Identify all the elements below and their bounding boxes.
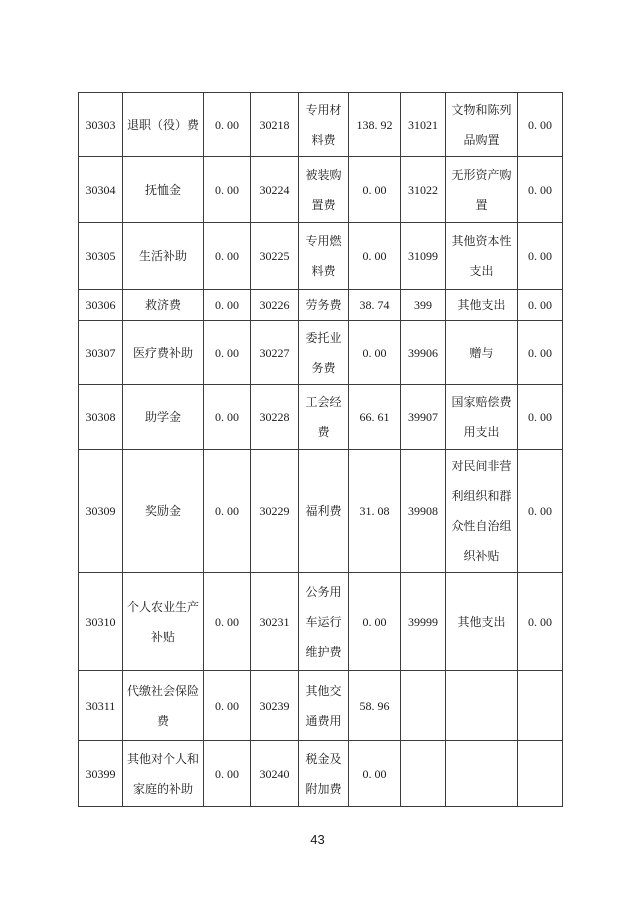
subject-name-cell: 个人农业生产补贴 [123, 573, 204, 671]
amount-cell: 0. 00 [204, 93, 251, 157]
subject-name-cell: 抚恤金 [123, 157, 204, 223]
subject-name-cell: 救济费 [123, 290, 204, 321]
amount-cell: 0. 00 [518, 450, 563, 573]
amount-cell: 138. 92 [349, 93, 401, 157]
subject-name-cell [446, 741, 518, 807]
subject-name-cell: 退职（役）费 [123, 93, 204, 157]
economic-code-cell: 30229 [251, 450, 299, 573]
table-row [79, 450, 563, 573]
economic-code-cell: 30218 [251, 93, 299, 157]
table-row [79, 671, 563, 741]
amount-cell: 0. 00 [518, 573, 563, 671]
subject-name-cell: 公务用车运行维护费 [299, 573, 349, 671]
economic-code-cell: 399 [401, 290, 446, 321]
economic-code-cell: 31099 [401, 223, 446, 290]
subject-name-cell: 其他支出 [446, 573, 518, 671]
subject-name-cell: 工会经费 [299, 385, 349, 450]
table-row [79, 93, 563, 157]
economic-code-cell: 30311 [79, 671, 123, 741]
amount-cell: 0. 00 [518, 321, 563, 385]
amount-cell: 0. 00 [349, 321, 401, 385]
economic-code-cell: 30309 [79, 450, 123, 573]
economic-code-cell: 39906 [401, 321, 446, 385]
budget-table-body [79, 93, 563, 807]
economic-code-cell [401, 741, 446, 807]
amount-cell: 0. 00 [518, 290, 563, 321]
amount-cell: 0. 00 [204, 385, 251, 450]
subject-name-cell: 委托业务费 [299, 321, 349, 385]
amount-cell [518, 671, 563, 741]
economic-code-cell: 30303 [79, 93, 123, 157]
economic-code-cell: 30226 [251, 290, 299, 321]
subject-name-cell: 文物和陈列品购置 [446, 93, 518, 157]
subject-name-cell: 赠与 [446, 321, 518, 385]
table-row [79, 385, 563, 450]
economic-code-cell: 30240 [251, 741, 299, 807]
economic-code-cell: 31022 [401, 157, 446, 223]
amount-cell: 0. 00 [518, 223, 563, 290]
economic-code-cell: 30310 [79, 573, 123, 671]
amount-cell: 0. 00 [349, 573, 401, 671]
amount-cell: 38. 74 [349, 290, 401, 321]
amount-cell: 0. 00 [204, 671, 251, 741]
amount-cell: 0. 00 [204, 573, 251, 671]
page-number: 43 [310, 832, 325, 847]
table-row [79, 321, 563, 385]
budget-table [78, 92, 563, 807]
subject-name-cell: 福利费 [299, 450, 349, 573]
amount-cell: 0. 00 [204, 223, 251, 290]
amount-cell: 0. 00 [518, 93, 563, 157]
table-row [79, 290, 563, 321]
subject-name-cell: 税金及附加费 [299, 741, 349, 807]
subject-name-cell [446, 671, 518, 741]
amount-cell: 31. 08 [349, 450, 401, 573]
table-row [79, 223, 563, 290]
amount-cell: 58. 96 [349, 671, 401, 741]
economic-code-cell: 30304 [79, 157, 123, 223]
amount-cell: 0. 00 [518, 157, 563, 223]
subject-name-cell: 代缴社会保险费 [123, 671, 204, 741]
subject-name-cell: 生活补助 [123, 223, 204, 290]
subject-name-cell: 无形资产购置 [446, 157, 518, 223]
table-row [79, 741, 563, 807]
amount-cell [518, 741, 563, 807]
economic-code-cell: 30399 [79, 741, 123, 807]
amount-cell: 66. 61 [349, 385, 401, 450]
economic-code-cell: 39907 [401, 385, 446, 450]
economic-code-cell: 30231 [251, 573, 299, 671]
amount-cell: 0. 00 [349, 223, 401, 290]
economic-code-cell: 39999 [401, 573, 446, 671]
amount-cell: 0. 00 [204, 741, 251, 807]
economic-code-cell: 30224 [251, 157, 299, 223]
subject-name-cell: 奖励金 [123, 450, 204, 573]
amount-cell: 0. 00 [204, 157, 251, 223]
amount-cell: 0. 00 [349, 741, 401, 807]
economic-code-cell: 30227 [251, 321, 299, 385]
economic-code-cell [401, 671, 446, 741]
subject-name-cell: 国家赔偿费用支出 [446, 385, 518, 450]
economic-code-cell: 30307 [79, 321, 123, 385]
economic-code-cell: 30239 [251, 671, 299, 741]
subject-name-cell: 其他对个人和家庭的补助 [123, 741, 204, 807]
economic-code-cell: 31021 [401, 93, 446, 157]
amount-cell: 0. 00 [204, 290, 251, 321]
subject-name-cell: 其他交通费用 [299, 671, 349, 741]
amount-cell: 0. 00 [204, 321, 251, 385]
subject-name-cell: 专用燃料费 [299, 223, 349, 290]
table-row [79, 573, 563, 671]
subject-name-cell: 劳务费 [299, 290, 349, 321]
subject-name-cell: 专用材料费 [299, 93, 349, 157]
economic-code-cell: 30308 [79, 385, 123, 450]
economic-code-cell: 30306 [79, 290, 123, 321]
subject-name-cell: 对民间非营利组织和群众性自治组织补贴 [446, 450, 518, 573]
table-row [79, 157, 563, 223]
subject-name-cell: 被装购置费 [299, 157, 349, 223]
economic-code-cell: 30228 [251, 385, 299, 450]
economic-code-cell: 30225 [251, 223, 299, 290]
amount-cell: 0. 00 [204, 450, 251, 573]
amount-cell: 0. 00 [518, 385, 563, 450]
subject-name-cell: 医疗费补助 [123, 321, 204, 385]
economic-code-cell: 39908 [401, 450, 446, 573]
subject-name-cell: 其他支出 [446, 290, 518, 321]
amount-cell: 0. 00 [349, 157, 401, 223]
economic-code-cell: 30305 [79, 223, 123, 290]
subject-name-cell: 助学金 [123, 385, 204, 450]
subject-name-cell: 其他资本性支出 [446, 223, 518, 290]
